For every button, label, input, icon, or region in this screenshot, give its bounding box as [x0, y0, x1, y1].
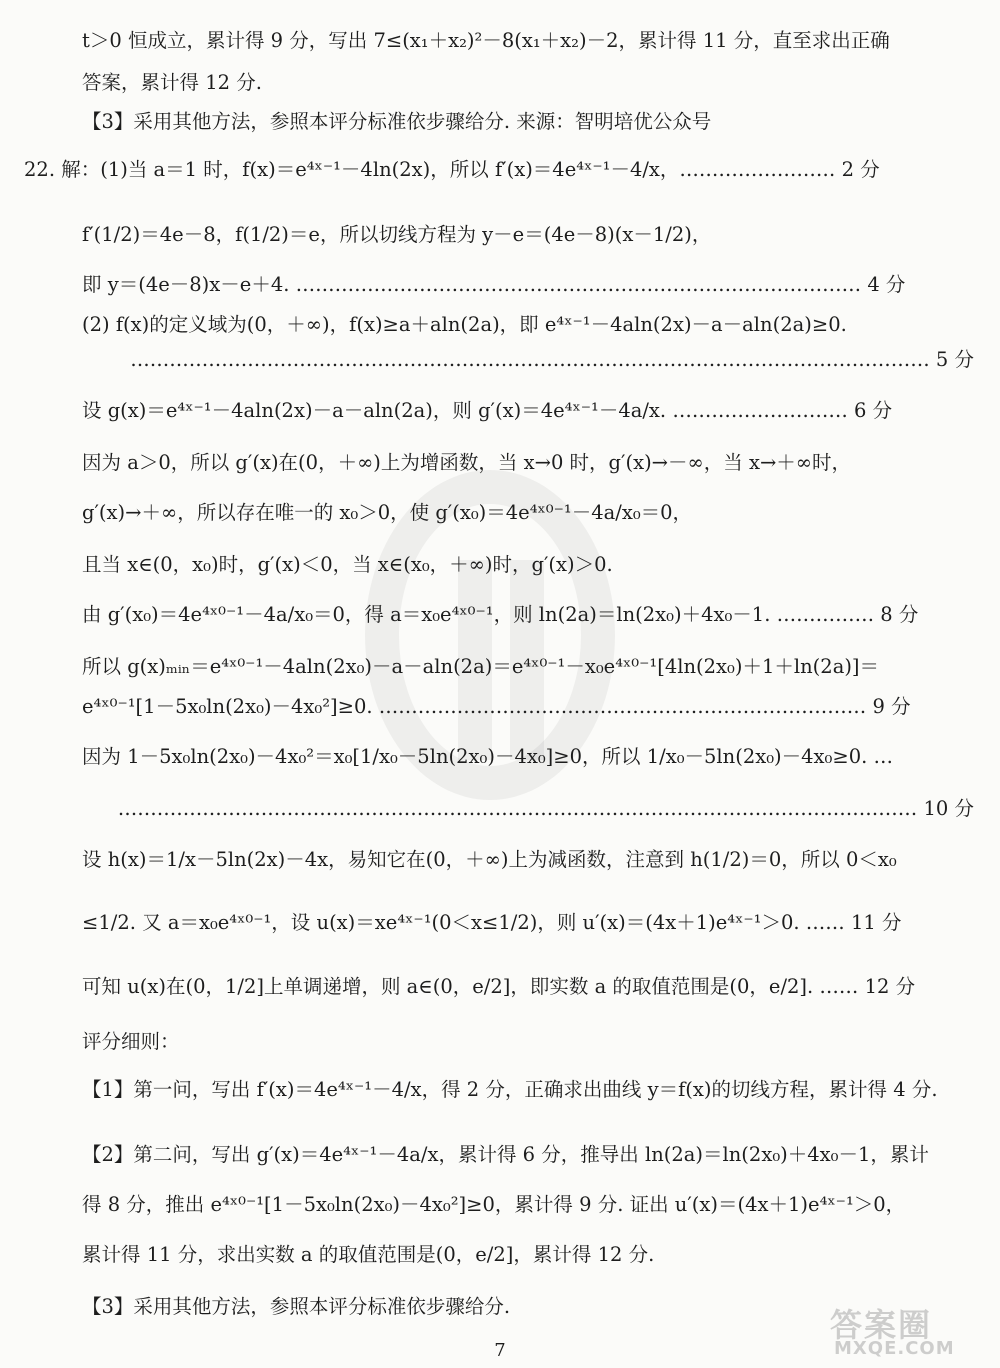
text-line: 即 y＝(4e－8)x－e＋4. …………………………………………………………………………… 4 分 [82, 273, 906, 296]
text-line: 设 g(x)＝e⁴ˣ⁻¹－4aln(2x)－a－aln(2a)，则 g′(x)＝4e⁴ˣ⁻¹－4a/x. ……………………… 6 分 [82, 399, 893, 422]
grading-rule: 得 8 分，推出 e⁴ˣ⁰⁻¹[1－5x₀ln(2x₀)－4x₀²]≥0，累计得 9 分. 证出 u′(x)＝(4x＋1)e⁴ˣ⁻¹＞0， [82, 1193, 906, 1216]
section-heading: 评分细则： [82, 1030, 180, 1053]
text-line: 所以 g(x)ₘᵢₙ＝e⁴ˣ⁰⁻¹－4aln(2x₀)－a－aln(2a)＝e⁴ˣ⁰⁻¹－x₀e⁴ˣ⁰⁻¹[4ln(2x₀)＋1＋ln(2a)]＝ [82, 655, 880, 678]
grading-rule: 【3】采用其他方法，参照本评分标准依步骤给分. [82, 1295, 511, 1318]
text-line: 可知 u(x)在(0，1/2]上单调递增，则 a∈(0，e/2]，即实数 a 的取值范围是(0，e/2]. …… 12 分 [82, 975, 916, 998]
text-line: 因为 a＞0，所以 g′(x)在(0，＋∞)上为增函数，当 x→0 时，g′(x)→－∞，当 x→＋∞时， [82, 451, 852, 474]
text-line: 因为 1－5x₀ln(2x₀)－4x₀²＝x₀[1/x₀－5ln(2x₀)－4x₀]≥0，所以 1/x₀－5ln(2x₀)－4x₀≥0. … [82, 745, 894, 768]
score-line: …………………………………………………………………………………………………………… 5 分 [130, 348, 974, 371]
text-line: 设 h(x)＝1/x－5ln(2x)－4x，易知它在(0，＋∞)上为减函数，注意到 h(1/2)＝0，所以 0＜x₀ [82, 848, 897, 871]
text-line: f′(1/2)＝4e－8，f(1/2)＝e，所以切线方程为 y－e＝(4e－8)(x－1/2)， [82, 223, 712, 246]
text-line: g′(x)→＋∞，所以存在唯一的 x₀＞0，使 g′(x₀)＝4e⁴ˣ⁰⁻¹－4a/x₀＝0， [82, 501, 693, 524]
text-line: 答案，累计得 12 分. [82, 71, 262, 94]
text-line: t＞0 恒成立，累计得 9 分，写出 7≤(x₁＋x₂)²－8(x₁＋x₂)－2，累计得 11 分，直至求出正确 [82, 29, 890, 52]
question-header: 22. 解：(1)当 a＝1 时，f(x)＝e⁴ˣ⁻¹－4ln(2x)，所以 f′(x)＝4e⁴ˣ⁻¹－4/x，…………………… 2 分 [24, 158, 880, 181]
logo-url: MXQE.COM [834, 1338, 955, 1359]
text-line: e⁴ˣ⁰⁻¹[1－5x₀ln(2x₀)－4x₀²]≥0. ………………………………………………………………… 9 分 [82, 695, 911, 718]
score-line: …………………………………………………………………………………………………………… 10 分 [117, 797, 974, 820]
grading-rule: 【2】第二问，写出 g′(x)＝4e⁴ˣ⁻¹－4a/x，累计得 6 分，推导出 ln(2a)＝ln(2x₀)＋4x₀－1，累计 [82, 1143, 929, 1166]
text-line: 由 g′(x₀)＝4e⁴ˣ⁰⁻¹－4a/x₀＝0，得 a＝x₀e⁴ˣ⁰⁻¹，则 ln(2a)＝ln(2x₀)＋4x₀－1. …………… 8 分 [82, 603, 919, 626]
note-line: 【3】采用其他方法，参照本评分标准依步骤给分. 来源：智明培优公众号 [82, 110, 712, 133]
logo-text: 答案圈 [830, 1306, 933, 1344]
grading-rule: 累计得 11 分，求出实数 a 的取值范围是(0，e/2]，累计得 12 分. [82, 1243, 655, 1266]
text-line: (2) f(x)的定义域为(0，＋∞)，f(x)≥a＋aln(2a)，即 e⁴ˣ⁻¹－4aln(2x)－a－aln(2a)≥0. [82, 313, 847, 336]
text-line: ≤1/2. 又 a＝x₀e⁴ˣ⁰⁻¹，设 u(x)＝xe⁴ˣ⁻¹(0＜x≤1/2)，则 u′(x)＝(4x＋1)e⁴ˣ⁻¹＞0. …… 11 分 [82, 911, 902, 934]
text-line: 且当 x∈(0，x₀)时，g′(x)＜0，当 x∈(x₀，＋∞)时，g′(x)＞0. [82, 553, 613, 576]
grading-rule: 【1】第一问，写出 f′(x)＝4e⁴ˣ⁻¹－4/x，得 2 分，正确求出曲线 y＝f(x)的切线方程，累计得 4 分. [82, 1078, 938, 1101]
page-number: 7 [494, 1340, 506, 1361]
